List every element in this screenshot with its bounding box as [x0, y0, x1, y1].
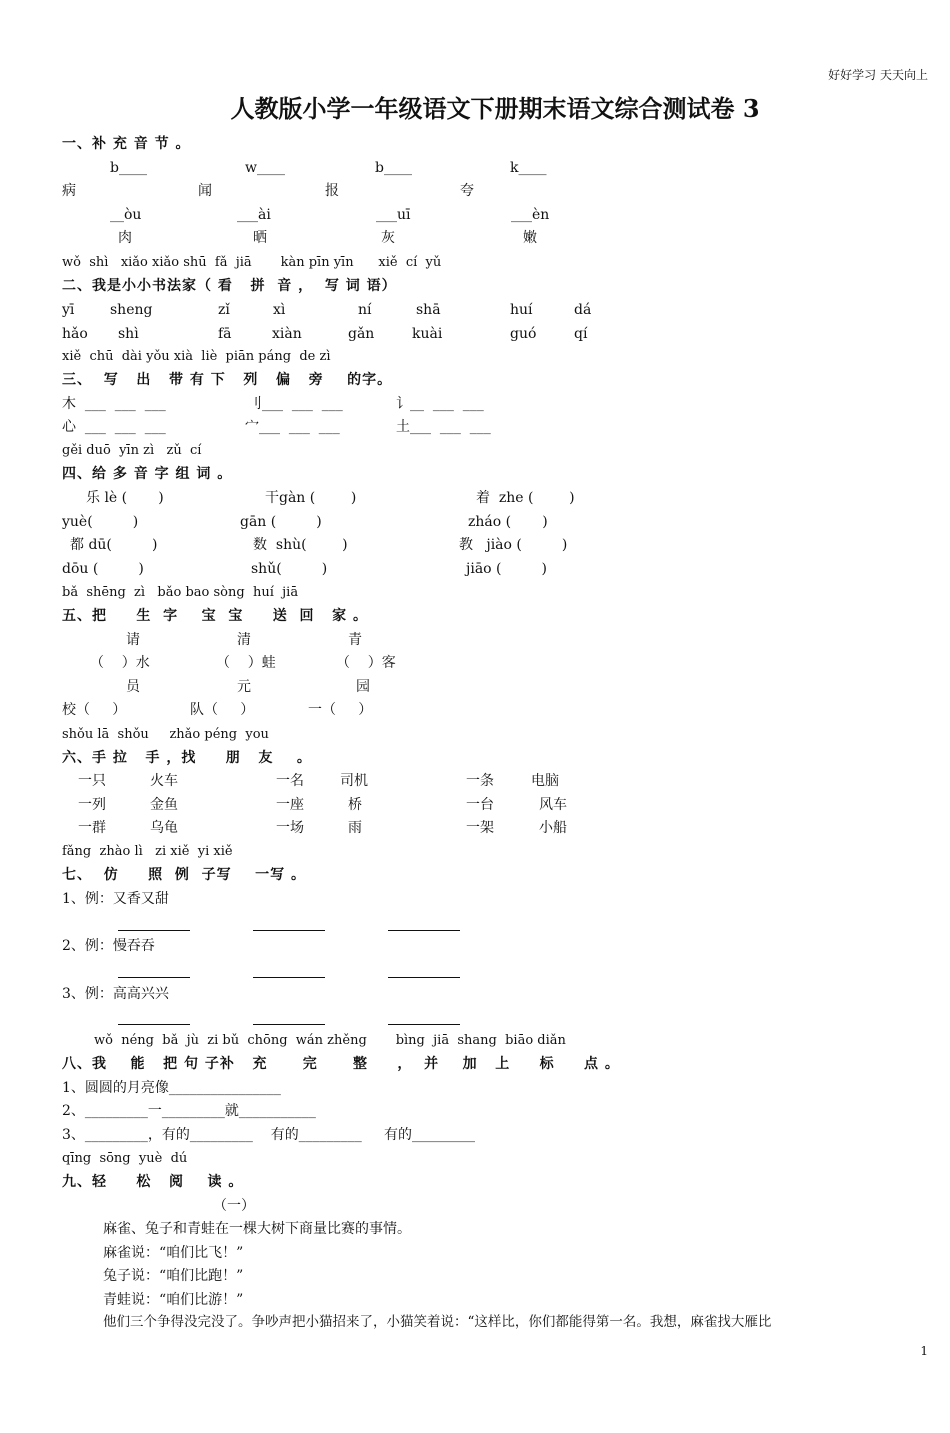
answer-line	[253, 977, 325, 978]
char-7: 灰	[381, 230, 395, 246]
noun: 风车	[539, 797, 567, 813]
answer-line	[253, 1024, 325, 1025]
pinyin-cell: dá	[574, 302, 592, 318]
sentence-item: 1、圆圆的月亮像________________	[62, 1080, 281, 1096]
radical-row: 土___ ___ ___	[396, 419, 491, 435]
blank-8: ___èn	[511, 207, 550, 223]
polyphone-item: shǔ( )	[251, 561, 328, 577]
char-6: 晒	[253, 230, 267, 246]
polyphone-item: gān ( )	[240, 514, 322, 530]
pinyin-cell: sheng	[110, 302, 153, 318]
pinyin-cell: zǐ	[218, 302, 230, 318]
polyphone-item: 干gàn ( )	[265, 490, 357, 506]
sentence-item: 3、_________，有的_________ 有的_________ 有的_________	[62, 1127, 475, 1143]
passage-paragraph: 兔子说：“咱们比跑！”	[103, 1268, 244, 1284]
section-6-heading: 六、手 拉 手 ，找 朋 友 。	[62, 750, 312, 766]
passage-number: （一）	[213, 1198, 255, 1214]
pinyin-cell: guó	[510, 326, 537, 342]
fill-word: （ ）蛙	[216, 655, 276, 671]
noun: 司机	[340, 773, 368, 789]
char-option: 清	[237, 632, 251, 648]
section-2-pinyin: wǒ shì xiǎo xiǎo shū fǎ jiā kàn pīn yīn xiě cí yǔ	[62, 255, 442, 270]
polyphone-item: 着 zhe ( )	[476, 490, 575, 506]
pinyin-cell: shì	[118, 326, 139, 342]
blank-5: __òu	[110, 207, 142, 223]
fill-word: （ ）客	[336, 655, 396, 671]
polyphone-item: zháo ( )	[468, 514, 548, 530]
char-1: 病	[62, 183, 76, 199]
polyphone-item: 乐 lè ( )	[86, 490, 164, 506]
blank-1: b____	[110, 160, 147, 176]
char-option: 员	[126, 679, 140, 695]
char-4: 夸	[460, 183, 474, 199]
pinyin-cell: yī	[62, 302, 75, 318]
pinyin-cell: huí	[510, 302, 533, 318]
blank-4: k____	[510, 160, 547, 176]
radical-row: 木 ___ ___ ___	[62, 396, 166, 412]
fill-word: 校（ ）	[62, 702, 127, 718]
noun: 桥	[348, 797, 362, 813]
pinyin-cell: gǎn	[348, 326, 375, 342]
measure-word: 一名	[276, 773, 304, 789]
pinyin-cell: xiàn	[272, 326, 302, 342]
radical-row: 心 ___ ___ ___	[62, 419, 166, 435]
char-8: 嫩	[523, 230, 537, 246]
char-option: 园	[356, 679, 370, 695]
polyphone-item: 数 shù( )	[253, 537, 348, 553]
measure-word: 一座	[276, 797, 304, 813]
pinyin-cell: kuài	[412, 326, 443, 342]
radical-row: 宀___ ___ ___	[245, 419, 340, 435]
measure-word: 一条	[466, 773, 494, 789]
section-1-heading: 一、补 充 音 节 。	[62, 136, 191, 152]
example-1: 1、例：又香又甜	[62, 891, 169, 907]
example-2: 2、例：慢吞吞	[62, 938, 155, 954]
section-9-pinyin: qīng sōng yuè dú	[62, 1151, 188, 1166]
answer-line	[253, 930, 325, 931]
section-7-pinyin: fǎng zhào lì zi xiě yi xiě	[62, 844, 233, 859]
section-7-heading: 七、 仿 照 例 子写 一写 。	[62, 867, 306, 883]
passage-paragraph: 他们三个争得没完没了。争吵声把小猫招来了，小猫笑着说：“这样比，你们都能得第一名。我想，麻雀找大雁比	[103, 1314, 772, 1330]
section-4-heading: 四、给 多 音 字 组 词 。	[62, 466, 233, 482]
page-title: 人教版小学一年级语文下册期末语文综合测试卷 3	[230, 94, 760, 123]
fill-word: 一（ ）	[308, 702, 373, 718]
noun: 雨	[348, 820, 362, 836]
fill-word: 队（ ）	[190, 702, 255, 718]
answer-line	[388, 1024, 460, 1025]
section-6-pinyin: shǒu lā shǒu zhǎo péng you	[62, 727, 269, 742]
measure-word: 一场	[276, 820, 304, 836]
char-5: 肉	[118, 230, 132, 246]
section-5-heading: 五、把 生 字 宝 宝 送 回 家 。	[62, 608, 368, 624]
pinyin-cell: fā	[218, 326, 232, 342]
passage-paragraph: 青蛙说：“咱们比游！”	[103, 1292, 244, 1308]
pinyin-cell: hǎo	[62, 326, 88, 342]
measure-word: 一列	[78, 797, 106, 813]
measure-word: 一架	[466, 820, 494, 836]
section-8-heading: 八、我 能 把 句 子补 充 完 整 ， 并 加 上 标 点 。	[62, 1056, 620, 1072]
noun: 火车	[150, 773, 178, 789]
fill-word: （ ）水	[90, 655, 150, 671]
pinyin-cell: xì	[273, 302, 286, 318]
blank-7: ___uī	[376, 207, 411, 223]
noun: 乌龟	[150, 820, 178, 836]
blank-2: w____	[245, 160, 285, 176]
char-option: 元	[237, 679, 251, 695]
answer-line	[388, 977, 460, 978]
section-9-heading: 九、轻 松 阅 读 。	[62, 1174, 244, 1190]
example-3: 3、例：高高兴兴	[62, 986, 169, 1002]
header-motto: 好好学习 天天向上	[828, 68, 928, 82]
polyphone-item: 都 dū( )	[70, 537, 158, 553]
char-2: 闻	[198, 183, 212, 199]
blank-6: ___ài	[237, 207, 271, 223]
section-2-heading: 二、我是小小书法家（ 看 拼 音 ， 写 词 语）	[62, 278, 397, 294]
answer-line	[118, 1024, 190, 1025]
polyphone-item: yuè( )	[62, 514, 139, 530]
noun: 金鱼	[150, 797, 178, 813]
char-3: 报	[325, 183, 339, 199]
pinyin-cell: shā	[416, 302, 441, 318]
noun: 电脑	[531, 773, 559, 789]
polyphone-item: 教 jiào ( )	[459, 537, 568, 553]
answer-line	[388, 930, 460, 931]
radical-row: 讠__ ___ ___	[396, 396, 484, 412]
section-8-pinyin: wǒ néng bǎ jù zi bǔ chōng wán zhěng bìng jiā shang biāo diǎn	[94, 1033, 566, 1048]
measure-word: 一群	[78, 820, 106, 836]
pinyin-cell: ní	[358, 302, 372, 318]
section-3-pinyin: xiě chū dài yǒu xià liè piān páng de zì	[62, 349, 331, 364]
passage-paragraph: 麻雀、兔子和青蛙在一棵大树下商量比赛的事情。	[103, 1221, 411, 1237]
radical-row: 刂___ ___ ___	[248, 396, 343, 412]
sentence-item: 2、_________一_________就___________	[62, 1103, 316, 1119]
section-3-heading: 三、 写 出 带 有 下 列 偏 旁 的字。	[62, 372, 393, 388]
polyphone-item: dōu ( )	[62, 561, 144, 577]
answer-line	[118, 930, 190, 931]
char-option: 青	[348, 632, 362, 648]
measure-word: 一台	[466, 797, 494, 813]
page-number: 1	[920, 1344, 928, 1358]
polyphone-item: jiāo ( )	[466, 561, 548, 577]
answer-line	[118, 977, 190, 978]
passage-paragraph: 麻雀说：“咱们比飞！”	[103, 1245, 244, 1261]
section-4-pinyin: gěi duō yīn zì zǔ cí	[62, 443, 202, 458]
noun: 小船	[539, 820, 567, 836]
char-option: 请	[126, 632, 140, 648]
section-5-pinyin: bǎ shēng zì bǎo bao sòng huí jiā	[62, 585, 299, 600]
measure-word: 一只	[78, 773, 106, 789]
blank-3: b____	[375, 160, 412, 176]
pinyin-cell: qí	[574, 326, 588, 342]
